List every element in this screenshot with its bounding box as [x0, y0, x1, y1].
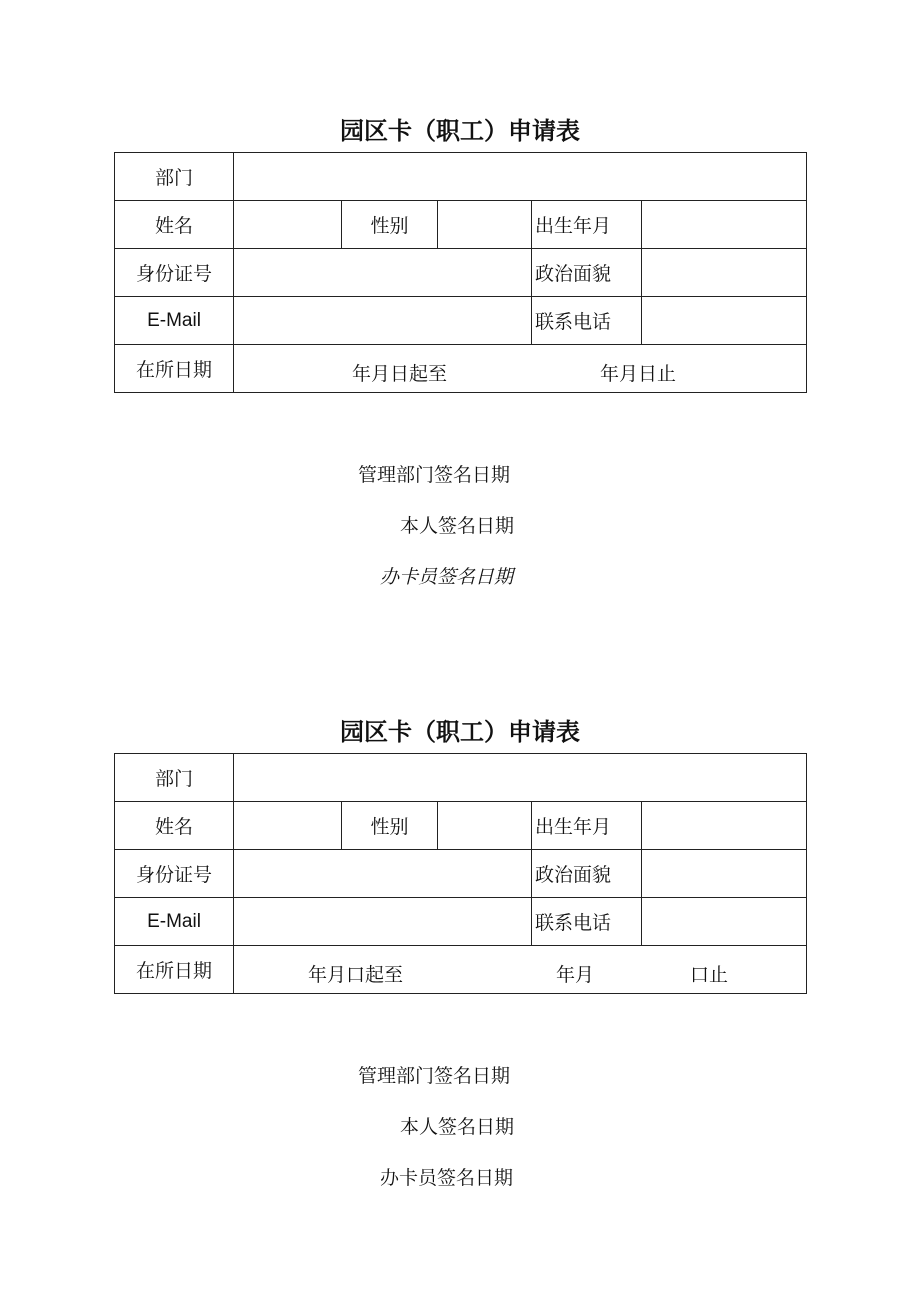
date-end-month-text: 年月 [556, 964, 595, 986]
manager-signature-line: 管理部门签名日期 [358, 464, 511, 486]
dates-label: 在所日期 [115, 345, 234, 393]
gender-label: 性别 [342, 802, 438, 850]
email-label: E-Mail [115, 898, 234, 946]
phone-field[interactable] [642, 898, 807, 946]
dates-field[interactable] [234, 946, 807, 994]
dates-label: 在所日期 [115, 946, 234, 994]
birth-field[interactable] [642, 802, 807, 850]
email-field[interactable] [234, 898, 532, 946]
issuer-signature-line: 办卡员签名日期 [380, 566, 514, 588]
political-field[interactable] [642, 850, 807, 898]
department-label: 部门 [115, 153, 234, 201]
political-label: 政治面貌 [532, 850, 642, 898]
application-form-table [114, 152, 807, 393]
form-title: 园区卡（职工）申请表 [340, 718, 580, 746]
email-field[interactable] [234, 297, 532, 345]
birth-field[interactable] [642, 201, 807, 249]
gender-label: 性别 [342, 201, 438, 249]
dates-field[interactable] [234, 345, 807, 393]
form-title: 园区卡（职工）申请表 [340, 117, 580, 145]
department-label: 部门 [115, 754, 234, 802]
id-number-label: 身份证号 [115, 249, 234, 297]
department-field[interactable] [234, 754, 807, 802]
date-start-text: 年月日起至 [352, 363, 448, 385]
date-end-text: 年月日止 [600, 363, 677, 385]
birth-label: 出生年月 [532, 802, 642, 850]
name-field[interactable] [234, 201, 342, 249]
birth-label: 出生年月 [532, 201, 642, 249]
id-number-field[interactable] [234, 850, 532, 898]
self-signature-line: 本人签名日期 [400, 515, 515, 537]
phone-field[interactable] [642, 297, 807, 345]
email-label: E-Mail [115, 297, 234, 345]
manager-signature-line: 管理部门签名日期 [358, 1065, 511, 1087]
phone-label: 联系电话 [532, 297, 642, 345]
political-label: 政治面貌 [532, 249, 642, 297]
name-label: 姓名 [115, 802, 234, 850]
department-field[interactable] [234, 153, 807, 201]
name-field[interactable] [234, 802, 342, 850]
issuer-signature-line: 办卡员签名日期 [380, 1167, 514, 1189]
name-label: 姓名 [115, 201, 234, 249]
phone-label: 联系电话 [532, 898, 642, 946]
date-end-day-text: 口止 [690, 964, 729, 986]
id-number-label: 身份证号 [115, 850, 234, 898]
date-start-text: 年月口起至 [308, 964, 404, 986]
political-field[interactable] [642, 249, 807, 297]
gender-field[interactable] [438, 201, 532, 249]
gender-field[interactable] [438, 802, 532, 850]
id-number-field[interactable] [234, 249, 532, 297]
self-signature-line: 本人签名日期 [400, 1116, 515, 1138]
application-form-table [114, 753, 807, 994]
